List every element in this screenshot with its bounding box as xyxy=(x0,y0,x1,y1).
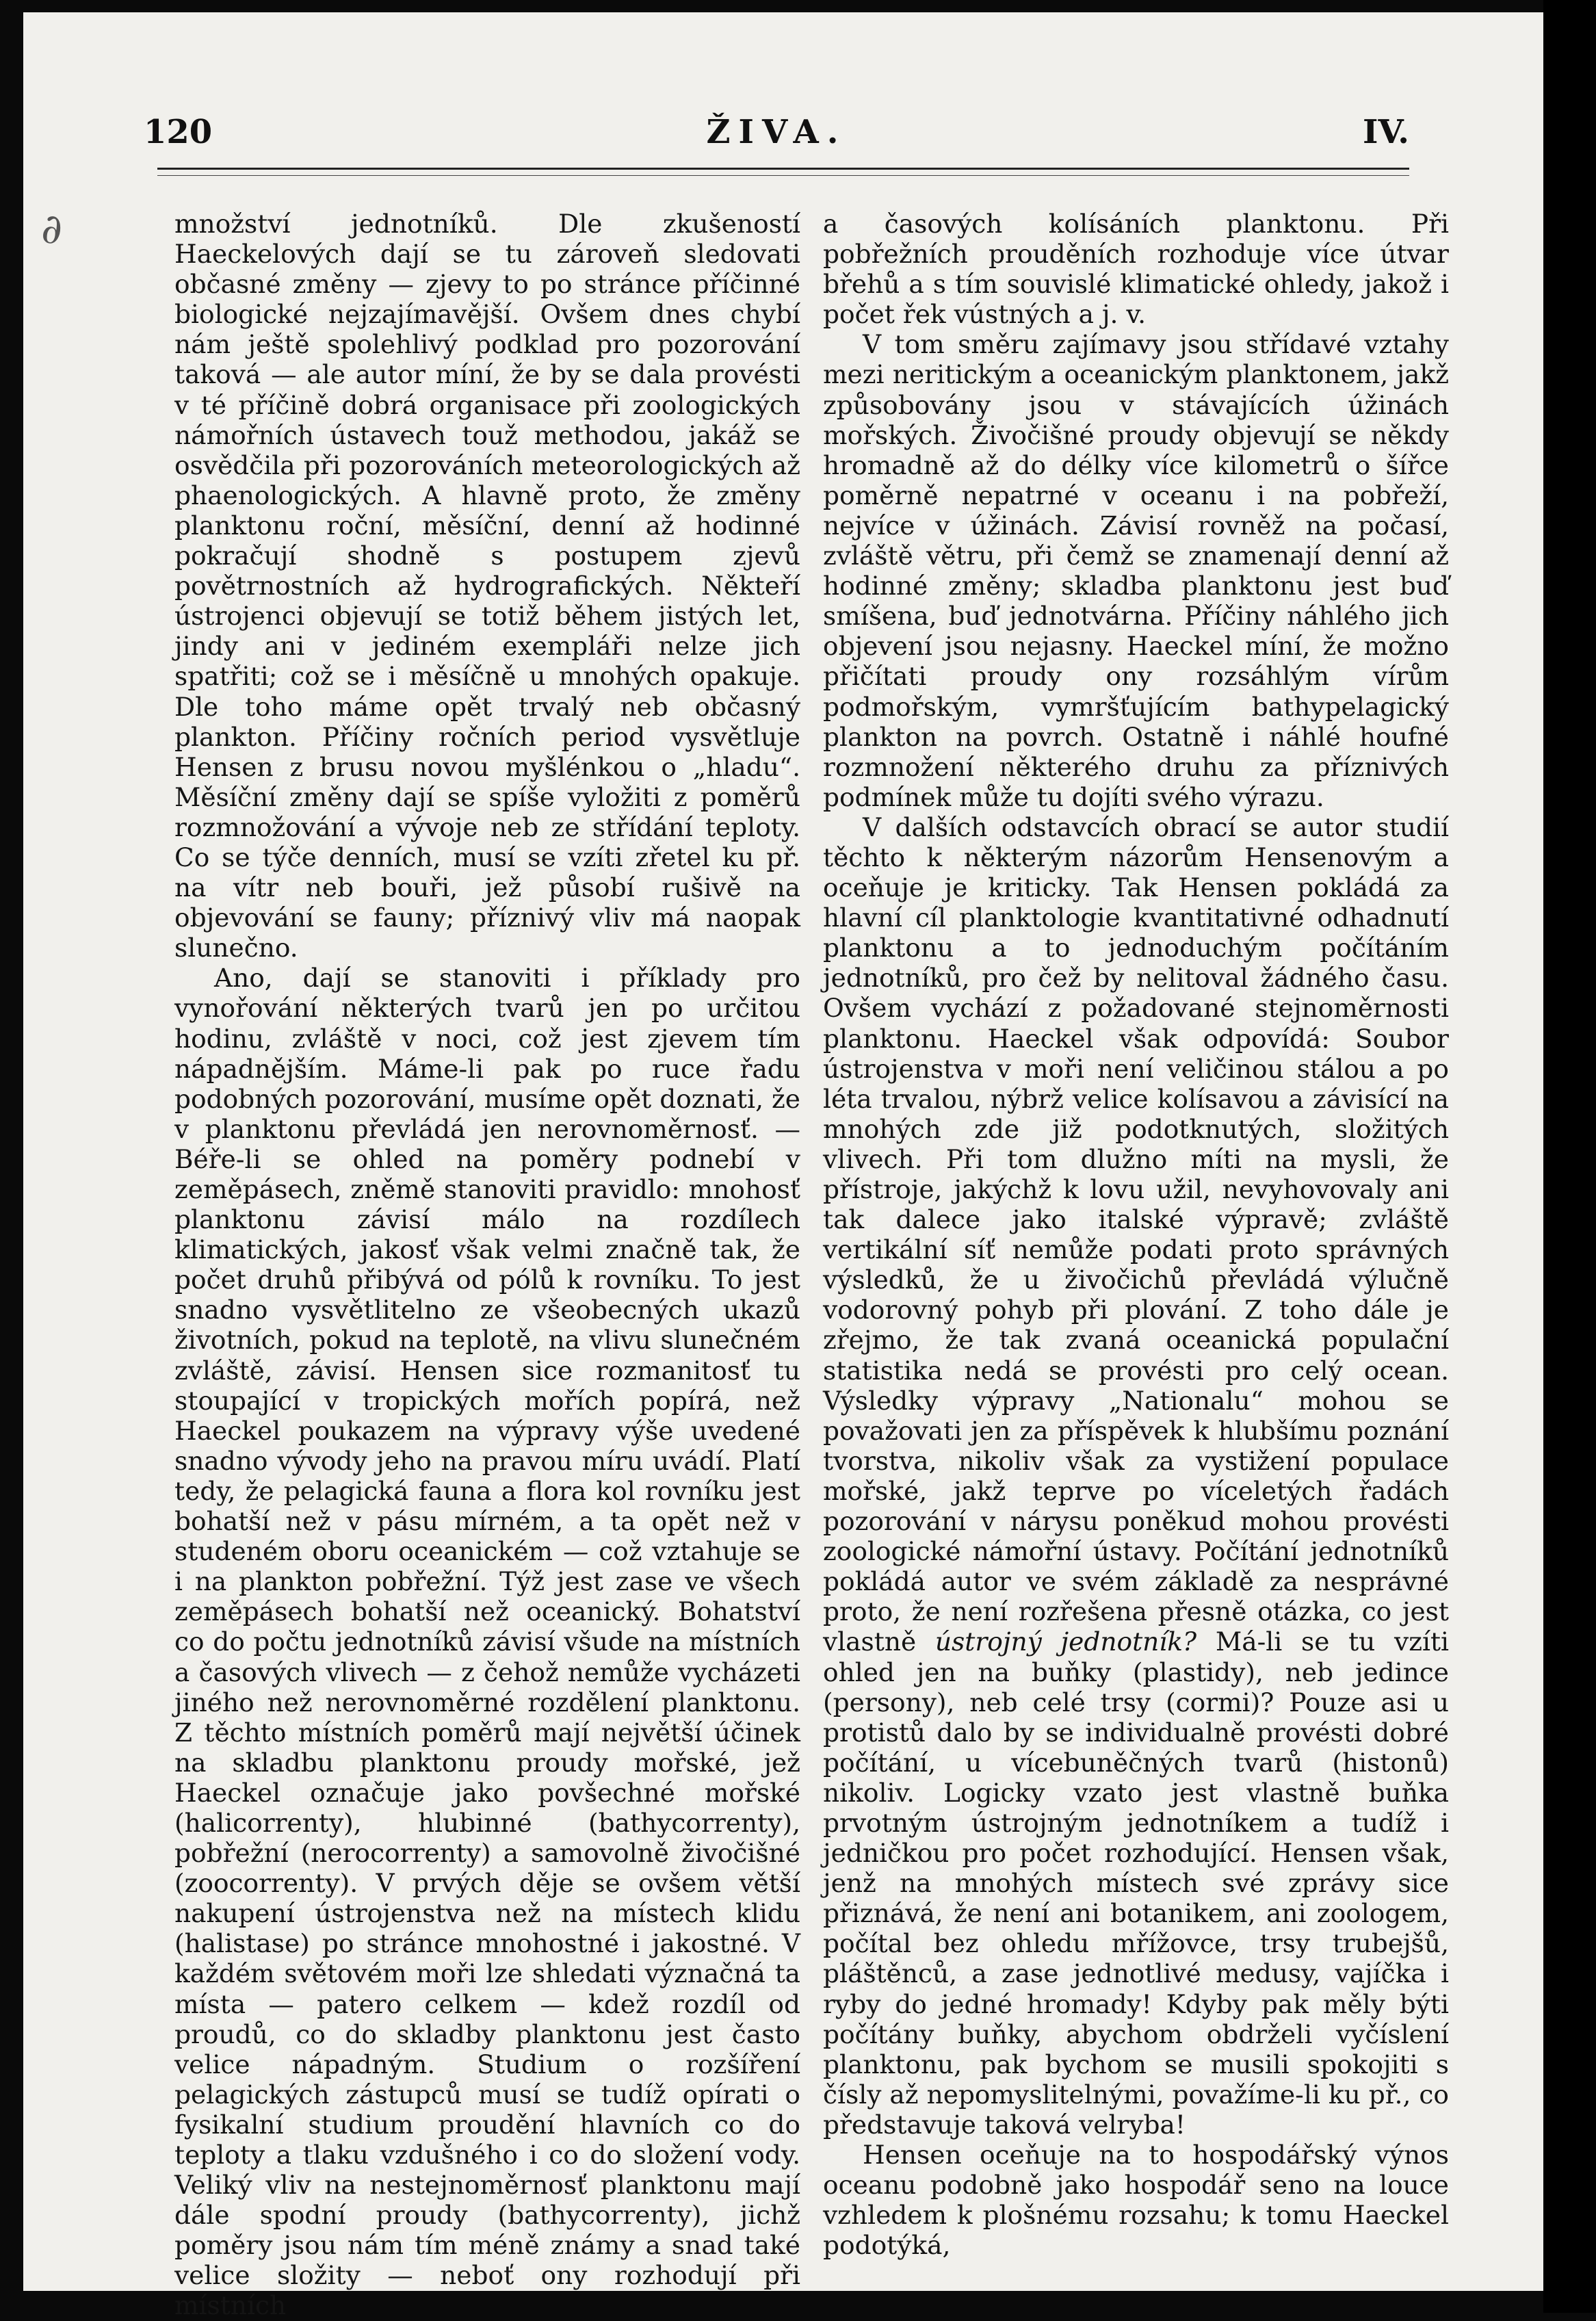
paragraph: V tom směru zajímavy jsou střídavé vztahy mezi neritickým a oceanickým planktonem, jakž způsobovány jsou v stávajících úžinách mořských. Živočišné proudy objevují se někdy hromadně až do délky více kilometrů o šířce poměrně nepatrné v oceanu i na pobřeží, nejvíce v úžinách. Závisí rovněž na počasí, zvláště větru, při čemž se znamenají denní až hodinné změny; skladba planktonu jest buď smíšena, buď jednotvárna. Příčiny náhlého jich objevení jsou nejasny. Haeckel míní, že možno přičítati proudy ony rozsáhlým vírům podmořským, vymršťujícím bathypelagický plankton na povrch. Ostatně i náhlé houfné rozmnožení některého druhu za příznivých podmínek může tu dojíti svého výrazu. xyxy=(823,329,1449,812)
margin-pencil-mark: ∂ xyxy=(41,205,63,253)
paragraph: množství jednotníků. Dle zkušeností Haeckelových dají se tu zároveň sledovati občasné změny — zjevy to po stránce příčinné biologické nejzajímavější. Ovšem dnes chybí nám ještě spolehlivý podklad pro pozorování taková — ale autor míní, že by se dala provésti v té příčině dobrá organisace při zoologických námořních ústavech touž methodou, jakáž se osvědčila při pozorováních meteorologických až phaenologických. A hlavně proto, že změny planktonu roční, měsíční, denní až hodinné pokračují shodně s postupem zjevů povětrnostních až hydrografických. Někteří ústrojenci objevují se totiž během jistých let, jindy ani v jediném exempláři nelze jich spatřiti; což se i měsíčně u mnohých opakuje. Dle toho máme opět trvalý neb občasný plankton. Příčiny ročních period vysvětluje Hensen z brusu novou myšlénkou o „hladu“. Měsíční změny dají se spíše vyložiti z poměrů rozmnožování a vývoje neb ze střídání teploty. Co se týče denních, musí se vzíti zřetel ku př. na vítr neb bouři, jež působí rušivě na objevování se fauny; příznivý vliv má naopak slunečno. xyxy=(174,209,800,963)
paragraph: a časových kolísáních planktonu. Při pobřežních prouděních rozhoduje více útvar břehů a s tím souvislé klimatické ohledy, jakož i počet řek vústných a j. v. xyxy=(823,209,1449,330)
scan-border xyxy=(1543,0,1596,2313)
header-rule xyxy=(157,168,1409,176)
paragraph-text: V dalších odstavcích obrací se autor studií těchto k některým názorům Hensenovým a oceňuje je kriticky. Tak Hensen pokládá za hlavní cíl planktologie kvantitativné odhadnutí planktonu a to jednoduchým počítáním jednotníků, pro čež by nelitoval žádného času. Ovšem vychází z požadované stejnoměrnosti planktonu. Haeckel však odpovídá: Soubor ústrojenstva v moři není veličinou stálou a po léta trvalou, nýbrž velice kolísavou a závisící na mnohých zde již podotknutých, složitých vlivech. Při tom dlužno míti na mysli, že přístroje, jakýchž k lovu užil, nevyhovovaly ani tak dalece jako italské výpravě; zvláště vertikální síť nemůže podati proto správných výsledků, že u živočichů převládá výlučně vodorovný pohyb při plování. Z toho dále je zřejmo, že tak zvaná oceanická populační statistika nedá se provésti pro celý ocean. Výsledky výpravy „Nationalu“ mohou se považovati jen za příspěvek k hlubšímu poznání tvorstva, nikoliv však za vystižení populace mořské, jakž teprve po víceletých řadách pozorování v nárysu poněkud mohou provésti zoologické námořní ústavy. Počítání jednotníků pokládá autor ve svém základě za nesprávné proto, že není rozřešena přesně otázka, co jest vlastně xyxy=(823,812,1449,1657)
paragraph-text: Má-li se tu vzíti ohled jen na buňky (plastidy), neb jedince (persony), neb celé trsy (cormi)? Pouze asi u protistů dalo by se individualně provésti dobré počítání, u vícebuněčných tvarů (histonů) nikoliv. Logicky vzato jest vlastně buňka prvotným ústrojným jednotníkem a tudíž i jedničkou pro počet rozhodující. Hensen však, jenž na mnohých místech své zprávy sice přiznává, že není ani botanikem, ani zoologem, počítal bez ohledu mřížovce, trsy trubejšů, pláštěnců, a zase jednotlivé medusy, vajíčka i ryby do jedné hromady! Kdyby pak měly býti počítány buňky, abychom obdrželi vyčíslení planktonu, pak bychom se musili spokojiti s čísly až nepomyslitelnými, považíme-li ku př., co představuje taková velryba! xyxy=(823,1626,1450,2140)
paragraph xyxy=(823,812,1449,2140)
paragraph: Hensen oceňuje na to hospodářský výnos oceanu podobně jako hospodář seno na louce vzhledem k plošnému rozsahu; k tomu Haeckel podotýká, xyxy=(823,2140,1449,2261)
italic-term: ústrojný jednotník? xyxy=(934,1626,1197,1657)
paragraph: Ano, dají se stanoviti i příklady pro vynořování některých tvarů jen po určitou hodinu, zvláště v noci, což jest zjevem tím nápadnějším. Máme-li pak po ruce řadu podobných pozorování, musíme opět doznati, že v planktonu převládá jen nerovnoměrnosť. — Béře-li se ohled na poměry podnebí v zeměpásech, zněmě stanoviti pravidlo: mnohosť planktonu závisí málo na rozdílech klimatických, jakosť však velmi značně tak, že počet druhů přibývá od pólů k rovníku. To jest snadno vysvětlitelno ze všeobecných ukazů životních, pokud na teplotě, na vlivu slunečném zvláště, závisí. Hensen sice rozmanitosť tu stoupající v tropických mořích popírá, než Haeckel poukazem na výpravy výše uvedené snadno vývody jeho na pravou míru uvádí. Platí tedy, že pelagická fauna a flora kol rovníku jest bohatší než v pásu mírném, a ta opět než v studeném oboru oceanickém — což vztahuje se i na plankton pobřežní. Týž jest zase ve všech zeměpásech bohatší než oceanický. Bohatství co do počtu jednotníků závisí všude na místních a časových vlivech — z čehož nemůže vycházeti jiného než nerovnoměrné rozdělení planktonu. Z těchto místních poměrů mají největší účinek na skladbu planktonu proudy mořské, jež Haeckel označuje jako povšechné mořské (halicorrenty), hlubinné (bathycorrenty), pobřežní (nerocorrenty) a samovolně živočišné (zoocorrenty). V prvých děje se ovšem větší nakupení ústrojenstva než na místech klidu (halistase) po stránce mnohostné i jakostné. V každém světovém moři lze shledati význačná ta místa — patero celkem — kdež rozdíl od proudů, co do skladby planktonu jest často velice nápadným. Studium o rozšíření pelagických zástupců musí se tudíž opírati o fysikalní studium proudění hlavních co do teploty a tlaku vzdušného i co do složení vody. Veliký vliv na nestejnoměrnosť planktonu mají dále spodní proudy (bathycorrenty), jichž poměry jsou nám tím méně známy a snad také velice složity — neboť ony rozhodují při místních xyxy=(174,963,800,2321)
right-column xyxy=(823,209,1449,2260)
left-column xyxy=(174,209,800,2321)
page-header xyxy=(144,113,1409,168)
volume-number: IV. xyxy=(1362,113,1409,151)
page-number: 120 xyxy=(144,113,213,151)
journal-title: ŽIVA. xyxy=(706,113,847,151)
